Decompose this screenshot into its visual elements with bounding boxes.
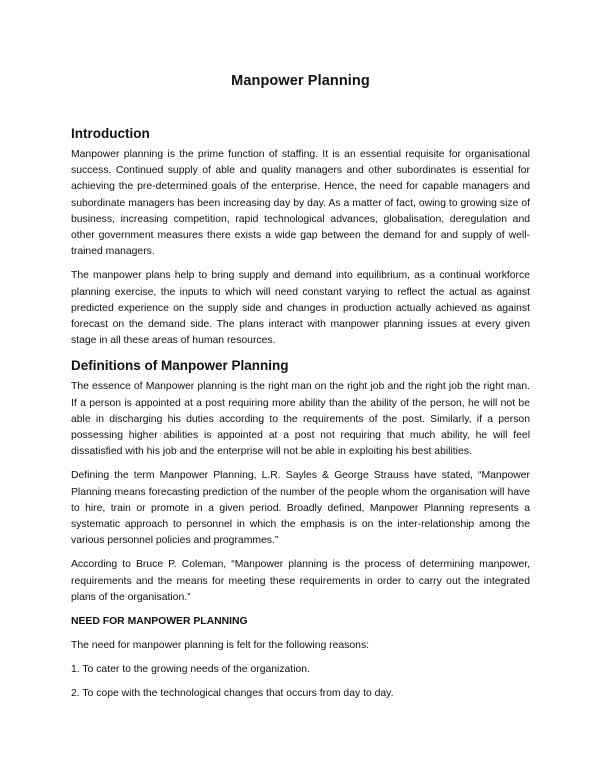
paragraph: The essence of Manpower planning is the right man on the right job and the right job the right man. If a person is appointed at a post requiring more ability than the ability of the person, he will not be able in discharging his duties according to the requirements of the post. Similarly, if a person possessing higher abilities is appointed at a post not requiring that much ability, he will feel dissatisfied with his job and the enterprise will not be able in exploiting his best abilities. bbox=[71, 381, 530, 458]
document-content bbox=[71, 73, 530, 711]
list-item: 1. To cater to the growing needs of the organization. bbox=[71, 664, 310, 676]
paragraph: The need for manpower planning is felt for the following reasons: bbox=[71, 640, 370, 652]
paragraph: Defining the term Manpower Planning, L.R. Sayles & George Strauss have stated, “Manpower Planning means forecasting prediction of the number of the people whom the organisation will have to hire, train or promote in a given period. Broadly defined, Manpower Planning represents a systematic approach to personnel in which the emphasis is on the inter-relationship among the various personnel policies and programmes.” bbox=[71, 470, 530, 547]
list-item: 2. To cope with the technological changes that occurs from day to day. bbox=[71, 688, 394, 700]
document-title: Manpower Planning bbox=[231, 73, 370, 89]
paragraph: According to Bruce P. Coleman, “Manpower planning is the process of determining manpower, requirements and the means for meeting these requirements in order to carry out the integrated plans of the organisation.” bbox=[71, 559, 530, 603]
paragraph: The manpower plans help to bring supply and demand into equilibrium, as a continual workforce planning exercise, the inputs to which will need constant varying to reflect the actual as against predicted experience on the supply side and changes in production actually achieved as against forecast on the demand side. The plans interact with manpower planning issues at every given stage in all these areas of human resources. bbox=[71, 270, 530, 347]
section-heading-definitions: Definitions of Manpower Planning bbox=[71, 358, 289, 374]
section-heading-introduction: Introduction bbox=[71, 126, 150, 141]
paragraph: Manpower planning is the prime function of staffing. It is an essential requisite for organisational success. Continued supply of able and quality managers and other subordinates is essential for achieving the pre-determined goals of the enterprise. Hence, the need for capable managers and subordinate managers has been increasing day by day. As a matter of fact, owing to growing size of business, increasing competition, rapid technological advances, globalisation, deregulation and other government measures there exists a wide gap between the demand for and supply of well-trained managers. bbox=[71, 149, 530, 258]
section-heading-need: NEED FOR MANPOWER PLANNING bbox=[71, 616, 248, 628]
